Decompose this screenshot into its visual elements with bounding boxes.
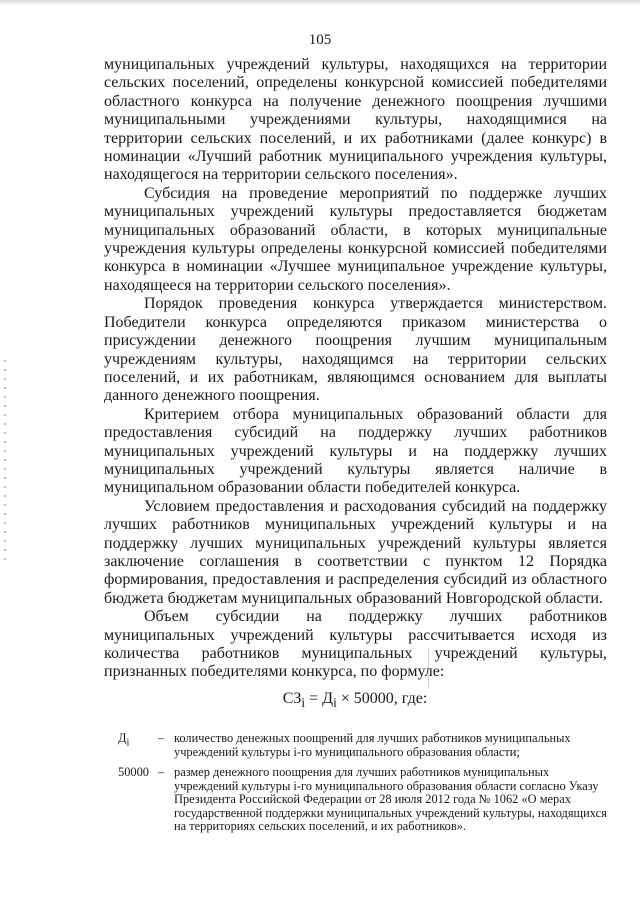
formula-right-subscript: i xyxy=(333,695,337,711)
definition-term xyxy=(118,732,158,759)
scan-top-edge xyxy=(0,0,640,6)
binder-hole-marks xyxy=(4,360,6,560)
definition-dash: – xyxy=(158,731,165,745)
definition-term-symbol: Д xyxy=(118,731,127,745)
definition-row xyxy=(118,732,608,759)
formula-left-symbol: СЗ xyxy=(282,690,302,707)
definition-term-subscript: i xyxy=(126,737,130,749)
definitions-list xyxy=(118,732,608,841)
formula-rest: × 50000, где: xyxy=(336,690,428,707)
paragraph: Критерием отбора муниципальных образований области для предоставления субсидий на поддержку лучших работников муниципальных учреждений культуры и на поддержку лучших муниципальных учреждений культуры является наличие в муниципальном образовании области победителей конкурса. xyxy=(104,405,607,497)
paragraph: Объем субсидии на поддержку лучших работников муниципальных учреждений культуры рассчитывается исходя из количества работников муниципальных учреждений культуры, признанных победителями конкурса, по формуле: xyxy=(104,608,607,681)
formula-right-symbol: Д xyxy=(322,690,334,707)
definition-dash: – xyxy=(158,765,165,779)
formula xyxy=(0,690,640,711)
paragraph: Субсидия на проведение мероприятий по поддержке лучших муниципальных учреждений культуры предоставляется бюджетам муниципальных образований области, в которых муниципальные учреждения культуры определены конкурсной комиссией победителями конкурса в номинации «Лучшее муниципальное учреждение культуры, находящееся на территории сельского поселения». xyxy=(104,184,607,294)
paragraph: Условием предоставления и расходования субсидий на поддержку лучших работников муниципальных учреждений культуры и на поддержку лучших муниципальных учреждений культуры является заключение соглашения в соответствии с пунктом 12 Порядка формирования, предоставления и распределения субсидий из областного бюджета бюджетам муниципальных образований Новгородской области. xyxy=(104,497,607,607)
paragraph: муниципальных учреждений культуры, находящихся на территории сельских поселений, определены конкурсной комиссией победителями областного конкурса на получение денежного поощрения лучшими муниципальными учреждениями культуры, находящимися на территории сельских поселений, и их работниками (далее конкурс) в номинации «Лучший работник муниципального учреждения культуры, находящегося на территории сельского поселения». xyxy=(104,56,607,184)
definition-row xyxy=(118,766,608,834)
definition-term-symbol: 50000 xyxy=(118,765,149,779)
page-number: 105 xyxy=(308,32,332,48)
definition-text: размер денежного поощрения для лучших работников муниципальных учреждений культуры i-го муниципального образования области согласно Указу Президента Российской Федерации от 28 июля 2012 года № 1062 «О мерах государственной поддержки муниципальных учреждений культуры, находящихся на территориях сельских поселений, и их работников». xyxy=(174,765,607,833)
formula-equals: = xyxy=(305,690,323,707)
formula-left-subscript: i xyxy=(301,695,306,711)
definition-text: количество денежных поощрений для лучших работников муниципальных учреждений культуры i-го муниципального образования области; xyxy=(174,731,571,759)
definition-term xyxy=(118,766,158,834)
formula-left xyxy=(282,690,306,711)
paragraph: Порядок проведения конкурса утверждается министерством. Победители конкурса определяются приказом министерства о присуждении денежного поощрения лучшим муниципальным учреждениям культуры, находящимся на территории сельских поселений, и их работникам, являющимся основанием для выплаты данного денежного поощрения. xyxy=(104,295,607,405)
body-text xyxy=(104,56,607,682)
